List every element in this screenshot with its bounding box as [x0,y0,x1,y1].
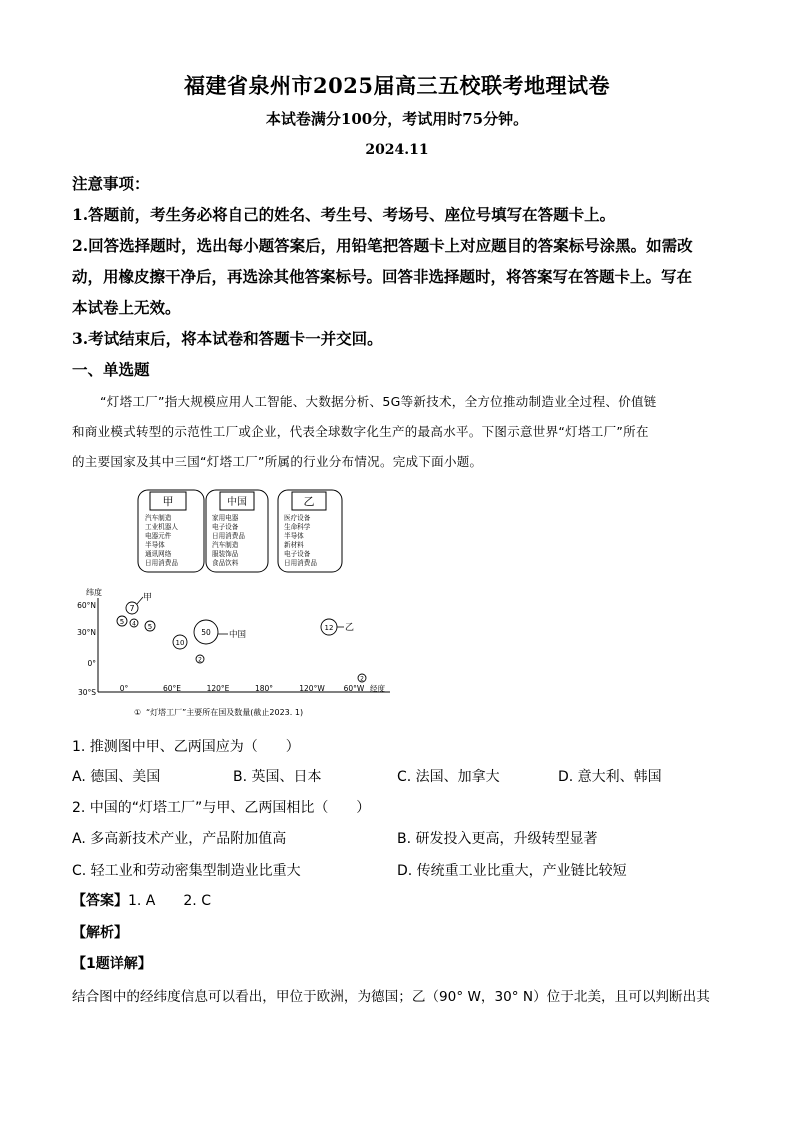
notice-line-5: 3.考试结束后，将本试卷和答题卡一并交回。 [72,329,383,348]
q2-option-a[interactable]: A. 多高新技术产业，产品附加值高 [72,831,287,847]
q2-option-c[interactable]: C. 轻工业和劳动密集型制造业比重大 [72,863,301,879]
box-item: 服装饰品 [212,550,239,558]
bubble-label: 50 [201,628,211,637]
analysis-label: 【解析】 [72,925,128,941]
box-item: 工业机器人 [145,523,178,531]
y-tick: 0° [87,659,96,668]
exam-title: 福建省泉州市2025届高三五校联考地理试卷 [184,73,610,98]
y-tick: 30°N [77,628,96,637]
x-tick: 120°E [206,684,230,693]
bubble-note: 乙 [345,623,355,633]
question-2-stem: 2. 中国的“灯塔工厂”与甲、乙两国相比（ ） [72,800,371,816]
exam-subtitle: 本试卷满分100分，考试用时75分钟。 [265,110,529,128]
y-tick: 30°S [77,688,96,697]
detail-text: 结合图中的经纬度信息可以看出，甲位于欧洲，为德国；乙（90° W，30° N）位于北美，且可以判断出其 [72,989,710,1005]
bubble-label: 5 [147,623,153,631]
section-title: 一、单选题 [72,360,150,379]
box-item: 半导体 [284,532,304,540]
box-item: 半导体 [145,541,165,549]
bubble-label: 5 [119,618,125,626]
x-tick: 60°E [162,684,182,693]
bubble-label: 2 [198,656,202,664]
passage-line-1: “灯塔工厂”指大规模应用人工智能、大数据分析、5G等新技术，全方位推动制造业全过程、价值链 [100,394,657,409]
passage-line-2: 和商业模式转型的示范性工厂或企业，代表全球数字化生产的最高水平。下图示意世界“灯塔工厂”所在 [72,424,649,439]
q1-option-c[interactable]: C. 法国、加拿大 [397,769,500,785]
box-item: 家用电器 [212,514,239,522]
answer-text: 1. A 2. C [128,893,211,909]
axis-title-lat: 纬度 [86,588,102,597]
bubble [358,674,366,683]
bubble-label: 10 [175,639,185,647]
bubble [196,655,204,664]
q1-option-d[interactable]: D. 意大利、韩国 [558,769,662,785]
bubble-note: 甲 [143,593,153,603]
box-item: 汽车制造 [212,541,239,549]
x-tick: 0° [119,684,129,693]
bubble-label: 12 [324,624,334,632]
figure-svg [72,484,402,724]
notice-line-2: 2.回答选择题时，选出每小题答案后，用铅笔把答题卡上对应题目的答案标号涂黑。如需改 [72,236,693,255]
bubble-label: 7 [129,604,135,613]
bubble [145,621,155,631]
y-tick: 60°N [77,601,96,610]
box-item: 日用消费品 [284,559,317,567]
box-item: 日用消费品 [212,532,245,540]
bubble-china [194,620,247,644]
bubble-label: 4 [132,620,136,628]
box-item: 新材料 [284,541,304,549]
industry-box-yi [278,490,342,572]
q2-option-d[interactable]: D. 传统重工业比重大，产业链比较短 [397,863,627,879]
box-item: 汽车制造 [145,514,172,522]
box-item: 电子设备 [212,523,239,531]
box-title: 中国 [227,497,247,508]
question-1-stem: 1. 推测图中甲、乙两国应为（ ） [72,739,300,755]
bubble-yi [321,619,354,635]
x-tick: 120°W [299,684,325,693]
box-item: 电子设备 [284,550,311,558]
box-item: 食品饮料 [212,559,239,567]
box-item: 生命科学 [284,523,311,531]
bubble-jia [126,592,152,614]
box-item: 电器元件 [145,532,172,540]
caption-mark: ① [134,708,142,717]
bubble [117,616,127,626]
bubble-label: 2 [360,675,364,683]
q1-option-a[interactable]: A. 德国、美国 [72,769,161,785]
notice-line-1: 1.答题前，考生务必将自己的姓名、考生号、考场号、座位号填写在答题卡上。 [72,205,616,224]
bubble [173,635,187,649]
axis-title-lon: 经度 [370,684,385,693]
bubble-note: 中国 [229,630,247,640]
q2-option-b[interactable]: B. 研发投入更高，升级转型显著 [397,831,598,847]
industry-box-china [206,490,268,572]
notice-line-4: 本试卷上无效。 [72,298,181,317]
notice-line-3: 动，用橡皮擦干净后，再选涂其他答案标号。回答非选择题时，将答案写在答题卡上。写在 [72,267,693,286]
passage-line-3: 的主要国家及其中三国“灯塔工厂”所属的行业分布情况。完成下面小题。 [72,454,483,469]
exam-date: 2024.11 [365,142,429,158]
detail-label: 【1题详解】 [72,956,152,972]
bubble [130,619,138,628]
box-title: 甲 [162,495,174,508]
figure-caption: “灯塔工厂”主要所在国及数量(截止2023. 1) [146,708,304,717]
box-item: 日用消费品 [145,559,178,567]
q1-option-b[interactable]: B. 英国、日本 [233,769,322,785]
notice-header: 注意事项： [72,174,150,193]
box-item: 医疗设备 [284,514,311,522]
industry-box-jia [138,490,204,572]
x-tick: 60°W [343,684,365,693]
box-title: 乙 [303,495,315,508]
box-item: 通讯网络 [145,550,172,558]
x-tick: 180° [254,684,274,693]
answer-label: 【答案】 [72,893,128,909]
lighthouse-factory-figure [72,484,402,724]
answer-line [72,890,211,910]
